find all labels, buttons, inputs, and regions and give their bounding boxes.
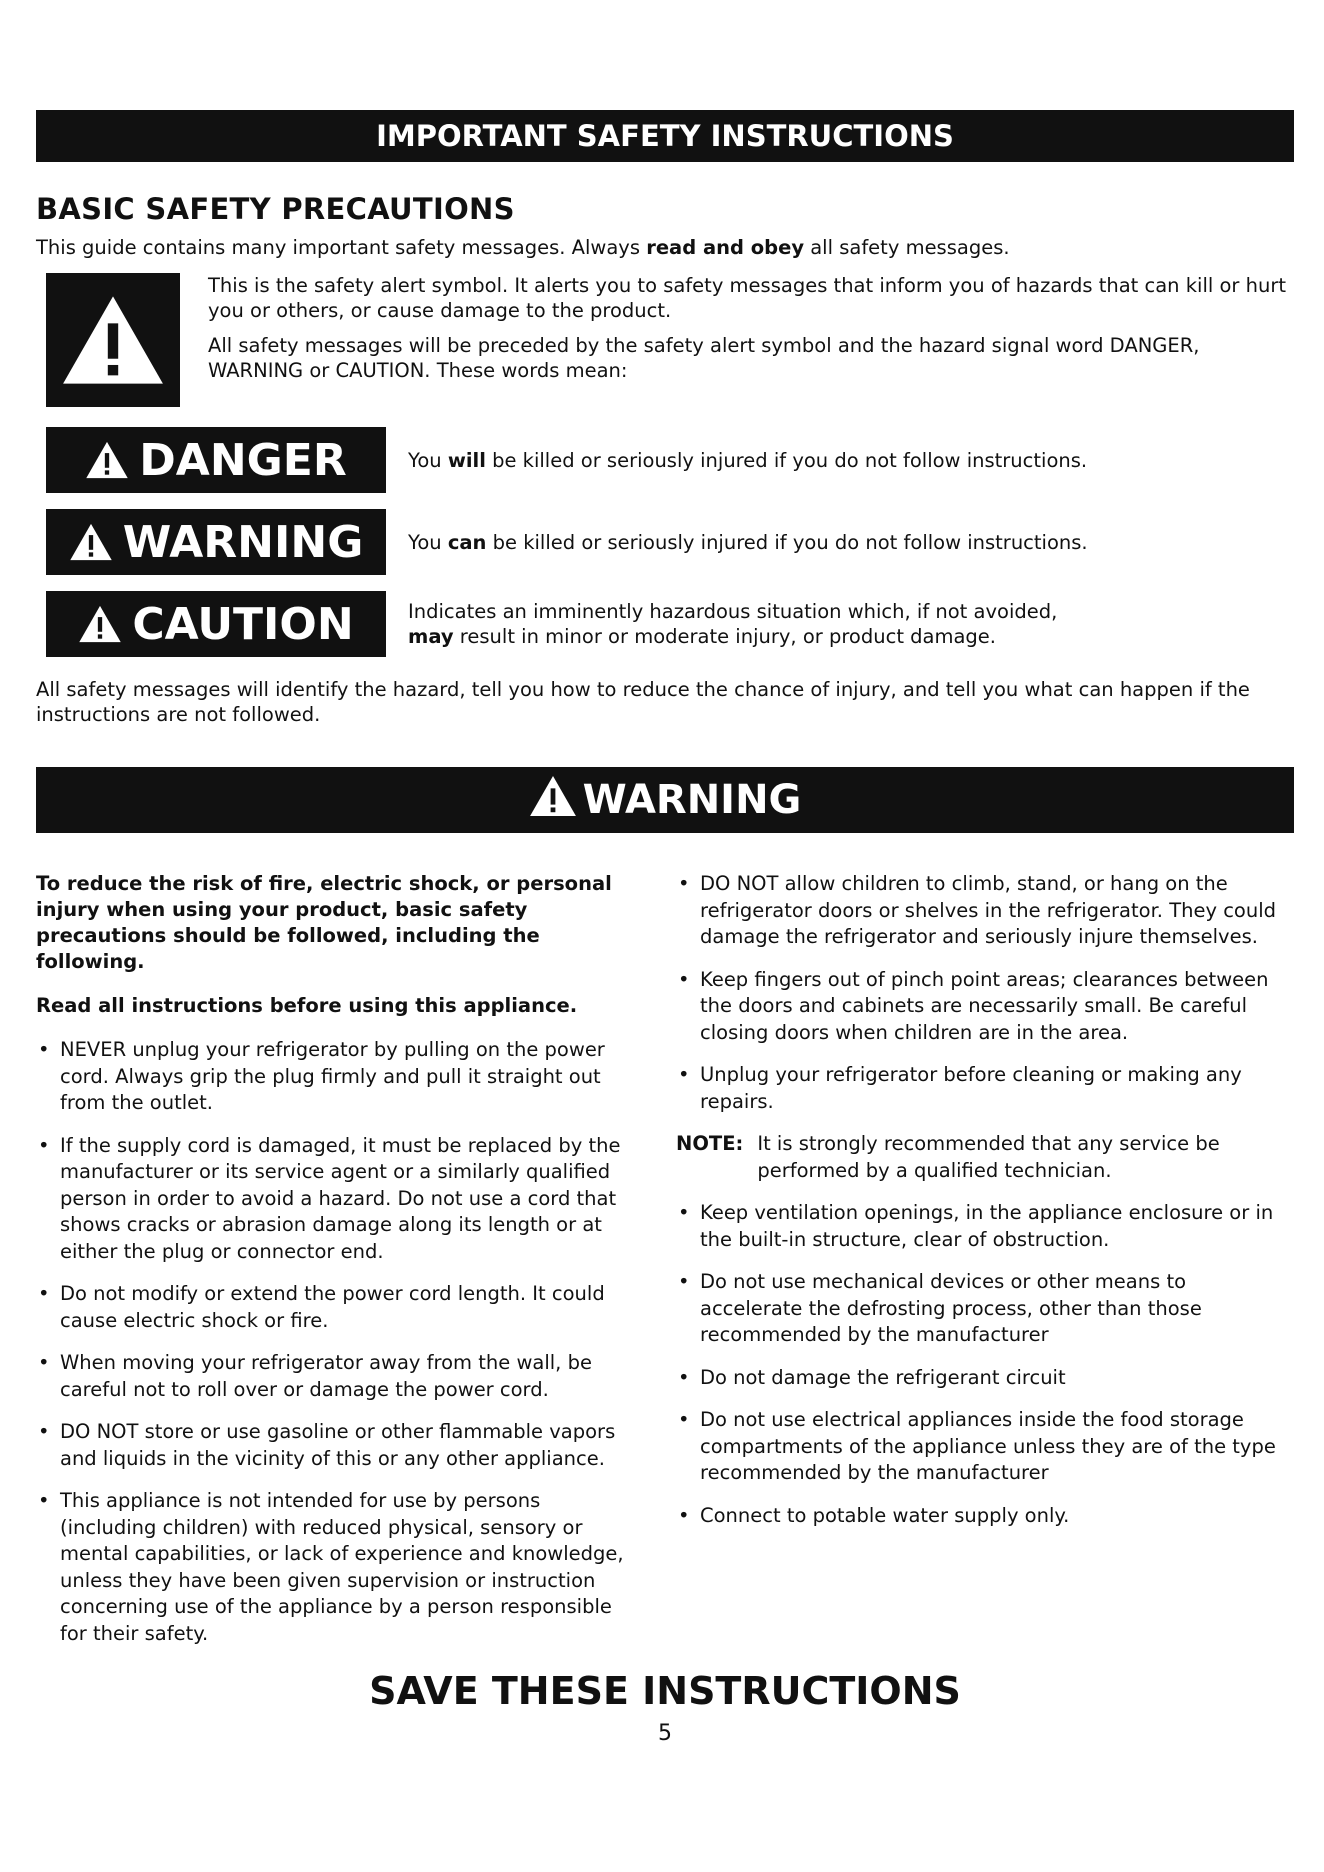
caution-post: result in minor or moderate injury, or product damage. xyxy=(453,625,997,648)
left-column xyxy=(36,871,636,1663)
warning-triangle-icon xyxy=(529,775,577,817)
caution-text xyxy=(408,599,1057,649)
warning-triangle-icon xyxy=(85,441,129,479)
danger-text xyxy=(408,448,1087,473)
list-item: • Keep ventilation openings, in the appliance enclosure or in the built-in structure, clear of obstruction. xyxy=(676,1200,1294,1253)
caution-word: CAUTION xyxy=(132,598,354,650)
danger-bold: will xyxy=(447,448,486,472)
danger-post: be killed or seriously injured if you do not follow instructions. xyxy=(485,448,1088,472)
note-text: It is strongly recommended that any service be performed by a qualified technician. xyxy=(757,1132,1220,1182)
signal-row-caution xyxy=(36,591,1294,657)
signal-row-danger xyxy=(36,427,1294,493)
list-item: • DO NOT allow children to climb, stand, or hang on the refrigerator doors or shelves in the refrigerator. They could damage the refrigerator and seriously injure themselves. xyxy=(676,871,1294,951)
warning-post: be killed or seriously injured if you do not follow instructions. xyxy=(486,530,1088,554)
list-item: • Keep fingers out of pinch point areas; clearances between the doors and cabinets are necessarily small. Be careful closing doors when children are in the area. xyxy=(676,967,1294,1047)
page xyxy=(36,110,1294,1746)
intro-text xyxy=(36,236,1294,259)
list-item: • Do not use mechanical devices or other means to accelerate the defrosting process, other than those recommended by the manufacturer xyxy=(676,1269,1294,1349)
header-title: IMPORTANT SAFETY INSTRUCTIONS xyxy=(376,119,954,153)
caution-pre: Indicates an imminently hazardous situation which, if not avoided, xyxy=(408,600,1058,623)
alert-block xyxy=(36,273,1294,407)
left-bullet-list xyxy=(36,1037,636,1647)
header-banner xyxy=(36,110,1294,162)
list-item: • NEVER unplug your refrigerator by pulling on the power cord. Always grip the plug firmly and pull it straight out from the outlet. xyxy=(36,1037,636,1117)
page-number: 5 xyxy=(658,1721,672,1746)
basic-heading: BASIC SAFETY PRECAUTIONS xyxy=(36,192,515,226)
intro-pre: This guide contains many important safety messages. Always xyxy=(36,236,647,259)
caution-badge xyxy=(46,591,386,657)
right-bullet-list-a xyxy=(676,871,1294,1115)
list-item: • Do not modify or extend the power cord length. It could cause electric shock or fire. xyxy=(36,1281,636,1334)
right-bullet-list-b xyxy=(676,1200,1294,1529)
list-item: • DO NOT store or use gasoline or other flammable vapors and liquids in the vicinity of this or any other appliance. xyxy=(36,1419,636,1472)
right-column xyxy=(676,871,1294,1663)
warning-text xyxy=(408,530,1088,555)
warning-columns xyxy=(36,871,1294,1663)
note-label: NOTE: xyxy=(676,1132,744,1155)
caution-bold: may xyxy=(408,625,454,648)
list-item: • Do not use electrical appliances inside the food storage compartments of the appliance unless they are of the type recommended by the manufacturer xyxy=(676,1407,1294,1487)
warning-banner-word: WARNING xyxy=(582,777,802,823)
warning-word: WARNING xyxy=(122,516,364,568)
intro-post: all safety messages. xyxy=(804,236,1010,259)
general-note: All safety messages will identify the hazard, tell you how to reduce the chance of injury, and tell you what can happen if the instructions are not followed. xyxy=(36,678,1250,726)
list-item: • Do not damage the refrigerant circuit xyxy=(676,1365,1294,1392)
lead-statement: To reduce the risk of fire, electric shock, or personal injury when using your product, basic safety precautions should be followed, including the following. xyxy=(36,872,612,973)
service-note xyxy=(676,1131,1294,1184)
danger-badge xyxy=(46,427,386,493)
intro-bold: read and obey xyxy=(646,236,805,259)
safety-alert-icon xyxy=(46,273,180,407)
danger-pre: You xyxy=(408,448,448,472)
alert-text xyxy=(208,273,1294,407)
warning-triangle-icon xyxy=(78,605,122,643)
warning-triangle-icon xyxy=(69,523,113,561)
list-item: • If the supply cord is damaged, it must be replaced by the manufacturer or its service agent or a similarly qualified person in order to avoid a hazard. Do not use a cord that shows cracks or abrasion damage along its length or at either the plug or connector end. xyxy=(36,1133,636,1266)
list-item: • This appliance is not intended for use by persons (including children) with reduced physical, sensory or mental capabilities, or lack of experience and knowledge, unless they have been given supervision or instruction concerning use of the appliance by a person responsible for their safety. xyxy=(36,1488,636,1647)
list-item: • Connect to potable water supply only. xyxy=(676,1503,1294,1530)
danger-word: DANGER xyxy=(139,434,347,486)
signal-row-warning xyxy=(36,509,1294,575)
warning-bold: can xyxy=(447,530,487,554)
alert-paragraph-1: This is the safety alert symbol. It alerts you to safety messages that inform you of hazards that can kill or hurt you or others, or cause damage to the product. xyxy=(208,274,1287,322)
warning-badge xyxy=(46,509,386,575)
read-instructions: Read all instructions before using this appliance. xyxy=(36,994,578,1017)
list-item: • When moving your refrigerator away from the wall, be careful not to roll over or damage the power cord. xyxy=(36,1350,636,1403)
alert-paragraph-2: All safety messages will be preceded by the safety alert symbol and the hazard signal word DANGER, WARNING or CAUTION. These words mean: xyxy=(208,334,1200,382)
warning-banner xyxy=(36,767,1294,833)
list-item: • Unplug your refrigerator before cleaning or making any repairs. xyxy=(676,1062,1294,1115)
warning-pre: You xyxy=(408,530,448,554)
save-instructions: SAVE THESE INSTRUCTIONS xyxy=(369,1669,961,1713)
